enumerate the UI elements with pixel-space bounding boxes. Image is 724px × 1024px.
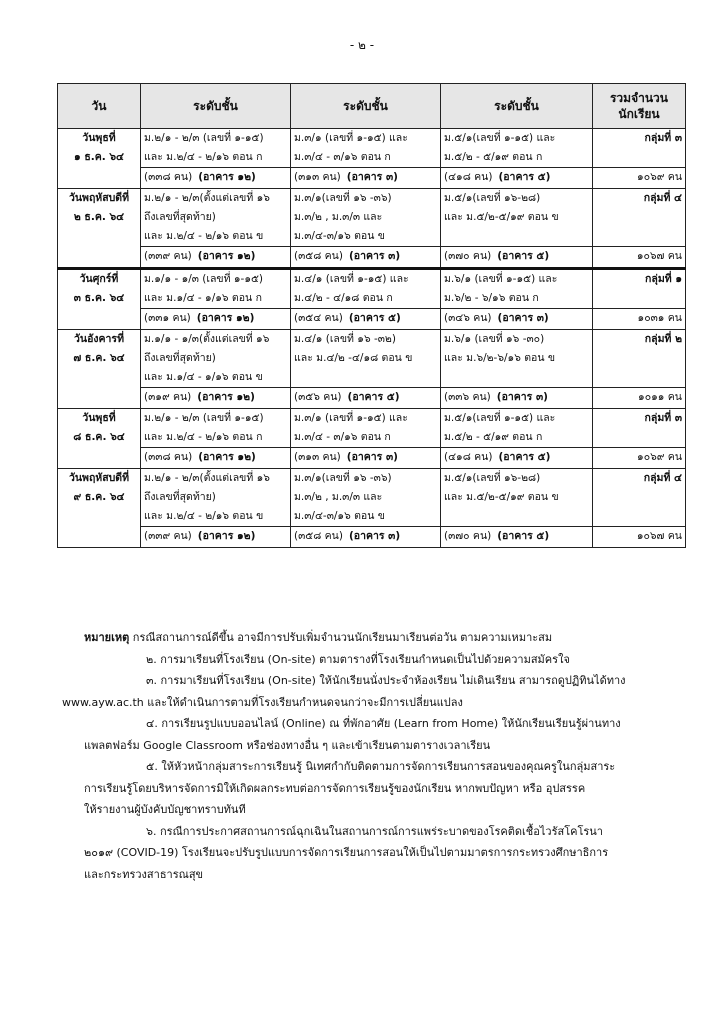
day-date: ๑ ธ.ค. ๖๔: [74, 151, 124, 163]
day-row: [58, 129, 686, 168]
header-row: [58, 84, 686, 129]
class-line: ม.๓/๔ - ๓/๑๖ ตอน ก: [294, 151, 391, 163]
class-line: ม.๓/๔-๓/๑๖ ตอน ข: [294, 230, 385, 242]
building: (อาคาร ๓): [496, 391, 548, 403]
students-cell: [141, 527, 291, 548]
total-count: ๑๐๑๑ คน: [638, 391, 682, 403]
group-label: กลุ่มที่ ๒: [644, 333, 682, 345]
header-day: วัน: [58, 84, 141, 129]
students-row: [58, 247, 686, 269]
class-line: ม.๒/๑ - ๒/๓ (เลขที่ ๑-๑๕): [144, 412, 264, 424]
students-cell: [441, 388, 593, 409]
student-count: (๓๑๙ คน): [144, 391, 192, 403]
class-cell: [441, 469, 593, 527]
student-count: (๓๕๔ คน): [294, 312, 343, 324]
day-name: วันอังคารที่: [74, 333, 124, 345]
class-cell: [291, 129, 441, 168]
total-count: ๑๐๖๗ คน: [636, 530, 682, 542]
day-date: ๗ ธ.ค. ๖๔: [73, 352, 125, 364]
header-level: ระดับชั้น: [291, 84, 441, 129]
class-line: ม.๖/๑ (เลขที่ ๑๖ -๓๐): [444, 333, 545, 345]
student-count: (๓๑๓ คน): [294, 171, 341, 183]
day-cell: [58, 409, 141, 469]
class-line: ม.๓/๑ (เลขที่ ๑-๑๕) และ: [294, 132, 408, 144]
notes: [62, 627, 688, 885]
students-cell: [441, 247, 593, 269]
class-line: และ ม.๒/๔ - ๒/๑๖ ตอน ข: [144, 230, 264, 242]
building: (อาคาร ๑๒): [197, 530, 256, 542]
class-cell: [291, 469, 441, 527]
building: (อาคาร ๓): [497, 312, 549, 324]
student-count: (๓๕๖ คน): [294, 391, 342, 403]
total-count: ๑๐๖๙ คน: [637, 171, 682, 183]
students-cell: [291, 448, 441, 469]
class-cell: [441, 330, 593, 388]
building: (อาคาร ๕): [498, 451, 551, 463]
total-cell: [593, 448, 686, 469]
students-cell: [141, 247, 291, 269]
day-date: ๒ ธ.ค. ๖๔: [73, 211, 125, 223]
class-line: ม.๓/๑(เลขที่ ๑๖ -๓๖): [294, 192, 392, 204]
building: (อาคาร ๑๒): [198, 451, 256, 463]
building: (อาคาร ๕): [498, 171, 551, 183]
students-cell: [291, 168, 441, 189]
total-cell: [593, 168, 686, 189]
student-count: (๔๑๘ คน): [444, 171, 493, 183]
class-cell: [141, 330, 291, 388]
page-number: - ๒ -: [349, 38, 375, 52]
student-count: (๓๓๘ คน): [144, 451, 193, 463]
group-cell: [593, 269, 686, 309]
building: (อาคาร ๑๒): [198, 171, 256, 183]
class-line: และ ม.๑/๔ - ๑/๑๖ ตอน ก: [144, 292, 262, 304]
class-line: ม.๓/๑ (เลขที่ ๑-๑๕) และ: [294, 412, 408, 424]
class-cell: [291, 409, 441, 448]
day-name: วันพุธที่: [82, 132, 116, 144]
building: (อาคาร ๑๒): [197, 250, 256, 262]
student-count: (๓๕๘ คน): [294, 250, 343, 262]
day-name: วันพุธที่: [82, 412, 116, 424]
day-name: วันศุกร์ที่: [79, 273, 119, 285]
group-cell: [593, 129, 686, 168]
student-count: (๓๓๑ คน): [144, 312, 191, 324]
note-6-line-2: ๒๐๑๙ (COVID-19) โรงเรียนจะปรับรูปแบบการจัดการเรียนการสอนให้เป็นไปตามมาตรการกระทรวงศึกษาธิการ: [84, 846, 609, 859]
day-date: ๙ ธ.ค. ๖๔: [73, 491, 125, 503]
header-level: ระดับชั้น: [141, 84, 291, 129]
total-count: ๑๐๖๗ คน: [636, 250, 682, 262]
student-count: (๓๕๘ คน): [294, 530, 343, 542]
class-line: ม.๔/๑ (เลขที่ ๑-๑๕) และ: [294, 273, 409, 285]
note-4-line-1: ๔. การเรียนรูปแบบออนไลน์ (Online) ณ ที่พักอาศัย (Learn from Home) ให้นักเรียนเรียนรู้ผ่านทาง: [146, 717, 621, 730]
class-line: ม.๕/๑(เลขที่ ๑-๑๕) และ: [444, 412, 556, 424]
building: (อาคาร ๕): [347, 391, 400, 403]
students-row: [58, 527, 686, 548]
note-2: ๒. การมาเรียนที่โรงเรียน (On-site) ตามตารางที่โรงเรียนกำหนดเป็นไปด้วยความสมัครใจ: [146, 652, 570, 666]
day-cell: [58, 330, 141, 409]
class-cell: [141, 269, 291, 309]
building: (อาคาร ๕): [348, 312, 401, 324]
header-total: รวมจำนวน นักเรียน: [593, 84, 686, 129]
building: (อาคาร ๕): [497, 250, 550, 262]
student-count: (๓๔๖ คน): [444, 312, 492, 324]
day-date: ๘ ธ.ค. ๖๔: [73, 431, 125, 443]
day-row: [58, 330, 686, 388]
class-line: ม.๑/๑ - ๑/๓ (เลขที่ ๑-๑๕): [144, 273, 264, 285]
class-line: ถึงเลขที่สุดท้าย): [144, 211, 216, 223]
class-cell: [291, 269, 441, 309]
student-count: (๔๑๘ คน): [444, 451, 493, 463]
student-count: (๓๗๐ คน): [444, 250, 492, 262]
class-line: และ ม.๒/๔ - ๒/๑๖ ตอน ก: [144, 431, 263, 443]
group-cell: [593, 469, 686, 527]
day-name: วันพฤหัสบดีที่: [68, 192, 130, 204]
class-cell: [141, 189, 291, 247]
total-cell: [593, 309, 686, 330]
group-label: กลุ่มที่ ๓: [644, 132, 682, 144]
students-row: [58, 168, 686, 189]
note-4-line-2: แพลตฟอร์ม Google Classroom หรือช่องทางอื่น ๆ และเข้าเรียนตามตารางเวลาเรียน: [84, 738, 491, 752]
students-cell: [141, 309, 291, 330]
students-cell: [141, 388, 291, 409]
class-line: และ ม.๕/๒-๕/๑๙ ตอน ข: [444, 211, 559, 223]
student-count: (๓๗๐ คน): [444, 530, 492, 542]
total-cell: [593, 527, 686, 548]
class-line: ม.๒/๑ - ๒/๓(ตั้งแต่เลขที่ ๑๖: [144, 192, 270, 204]
building: (อาคาร ๓): [348, 250, 401, 262]
students-cell: [291, 247, 441, 269]
total-count: ๑๐๖๙ คน: [637, 451, 682, 463]
class-line: ม.๓/๑(เลขที่ ๑๖ -๓๖): [294, 472, 392, 484]
class-cell: [441, 189, 593, 247]
class-cell: [441, 269, 593, 309]
group-label: กลุ่มที่ ๓: [644, 412, 682, 424]
day-row: [58, 269, 686, 309]
building: (อาคาร ๓): [348, 530, 401, 542]
class-line: ม.๔/๒ - ๔/๑๘ ตอน ก: [294, 292, 393, 304]
building: (อาคาร ๕): [497, 530, 550, 542]
header-level: ระดับชั้น: [441, 84, 593, 129]
students-cell: [141, 168, 291, 189]
class-line: ม.๔/๑ (เลขที่ ๑๖ -๓๒): [294, 333, 396, 345]
class-line: ถึงเลขที่สุดท้าย): [144, 491, 216, 503]
total-count: ๑๐๓๑ คน: [637, 312, 682, 324]
students-cell: [441, 448, 593, 469]
class-cell: [291, 189, 441, 247]
day-name: วันพฤหัสบดีที่: [68, 472, 130, 484]
student-count: (๓๑๓ คน): [294, 451, 341, 463]
students-row: [58, 388, 686, 409]
building: (อาคาร ๑๒): [197, 391, 255, 403]
schedule-table: [57, 83, 686, 548]
notes-label: หมายเหตุ: [84, 631, 130, 644]
note-6-line-1: ๖. กรณีการประกาศสถานการณ์ฉุกเฉินในสถานการณ์การแพร่ระบาดของโรคติดเชื้อไวรัสโคโรนา: [146, 824, 603, 838]
class-line: และ ม.๑/๔ - ๑/๑๖ ตอน ข: [144, 371, 263, 383]
group-cell: [593, 189, 686, 247]
class-cell: [141, 129, 291, 168]
day-cell: [58, 469, 141, 548]
day-cell: [58, 129, 141, 189]
class-line: ถึงเลขที่สุดท้าย): [144, 352, 216, 364]
group-cell: [593, 409, 686, 448]
student-count: (๓๓๙ คน): [144, 250, 192, 262]
note-5-line-3: ให้รายงานผู้บังคับบัญชาทราบทันที: [84, 803, 246, 816]
class-line: ม.๕/๒ - ๕/๑๙ ตอน ก: [444, 431, 543, 443]
class-cell: [441, 129, 593, 168]
class-line: และ ม.๔/๒ -๔/๑๘ ตอน ข: [294, 352, 413, 364]
students-cell: [291, 388, 441, 409]
class-cell: [441, 409, 593, 448]
students-cell: [291, 527, 441, 548]
class-line: และ ม.๕/๒-๕/๑๙ ตอน ข: [444, 491, 559, 503]
group-label: กลุ่มที่ ๔: [643, 472, 682, 484]
class-line: ม.๕/๑(เลขที่ ๑-๑๕) และ: [444, 132, 556, 144]
student-count: (๓๓๖ คน): [444, 391, 491, 403]
class-line: และ ม.๖/๒-๖/๑๖ ตอน ข: [444, 352, 556, 364]
class-line: ม.๕/๑(เลขที่ ๑๖-๒๘): [444, 192, 541, 204]
students-cell: [441, 527, 593, 548]
class-line: ม.๓/๒ , ม.๓/๓ และ: [294, 211, 383, 223]
students-cell: [441, 309, 593, 330]
note-5-line-2: การเรียนรู้โดยบริหารจัดการมิให้เกิดผลกระทบต่อการจัดการเรียนรู้ของนักเรียน หากพบปัญหา หรือ อุปสรรค: [84, 781, 586, 795]
class-line: ม.๕/๑(เลขที่ ๑๖-๒๘): [444, 472, 541, 484]
class-line: ม.๓/๔-๓/๑๖ ตอน ข: [294, 510, 385, 522]
class-line: ม.๖/๑ (เลขที่ ๑-๑๕) และ: [444, 273, 558, 285]
day-row: [58, 409, 686, 448]
class-line: ม.๒/๑ - ๒/๓(ตั้งแต่เลขที่ ๑๖: [144, 472, 270, 484]
total-cell: [593, 388, 686, 409]
class-line: ม.๕/๒ - ๕/๑๙ ตอน ก: [444, 151, 543, 163]
group-cell: [593, 330, 686, 388]
students-cell: [441, 168, 593, 189]
class-line: ม.๓/๒ , ม.๓/๓ และ: [294, 491, 383, 503]
note-3-line-2: www.ayw.ac.th และให้ดำเนินการตามที่โรงเรียนกำหนดจนกว่าจะมีการเปลี่ยนแปลง: [62, 695, 463, 709]
building: (อาคาร ๑๒): [196, 312, 255, 324]
students-row: [58, 309, 686, 330]
class-cell: [141, 409, 291, 448]
building: (อาคาร ๓): [346, 171, 398, 183]
total-cell: [593, 247, 686, 269]
note-6-line-3: และกระทรวงสาธารณสุข: [84, 867, 204, 881]
class-cell: [291, 330, 441, 388]
day-date: ๓ ธ.ค. ๖๔: [73, 292, 125, 304]
class-line: ม.๓/๔ - ๓/๑๖ ตอน ก: [294, 431, 391, 443]
note-3-line-1: ๓. การมาเรียนที่โรงเรียน (On-site) ให้นักเรียนนั่งประจำห้องเรียน ไม่เดินเรียน สามารถดูปฏิทินได้ทาง: [146, 674, 626, 687]
note-5-line-1: ๕. ให้หัวหน้ากลุ่มสาระการเรียนรู้ นิเทศกำกับติดตามการจัดการเรียนการสอนของคุณครูในกลุ่มสาระ: [146, 760, 616, 773]
student-count: (๓๓๙ คน): [144, 530, 192, 542]
class-cell: [141, 469, 291, 527]
note-1: กรณีสถานการณ์ดีขึ้น อาจมีการปรับเพิ่มจำนวนนักเรียนมาเรียนต่อวัน ตามความเหมาะสม: [132, 631, 553, 644]
group-label: กลุ่มที่ ๑: [645, 273, 682, 285]
student-count: (๓๓๘ คน): [144, 171, 193, 183]
day-cell: [58, 269, 141, 330]
day-cell: [58, 189, 141, 269]
students-row: [58, 448, 686, 469]
students-cell: [141, 448, 291, 469]
class-line: และ ม.๒/๔ - ๒/๑๖ ตอน ข: [144, 510, 264, 522]
class-line: และ ม.๒/๔ - ๒/๑๖ ตอน ก: [144, 151, 263, 163]
day-row: [58, 469, 686, 527]
building: (อาคาร ๓): [346, 451, 398, 463]
class-line: ม.๑/๑ - ๑/๓(ตั้งแต่เลขที่ ๑๖: [144, 333, 270, 345]
students-cell: [291, 309, 441, 330]
day-row: [58, 189, 686, 247]
class-line: ม.๒/๑ - ๒/๓ (เลขที่ ๑-๑๕): [144, 132, 264, 144]
group-label: กลุ่มที่ ๔: [643, 192, 682, 204]
class-line: ม.๖/๒ - ๖/๑๖ ตอน ก: [444, 292, 539, 304]
